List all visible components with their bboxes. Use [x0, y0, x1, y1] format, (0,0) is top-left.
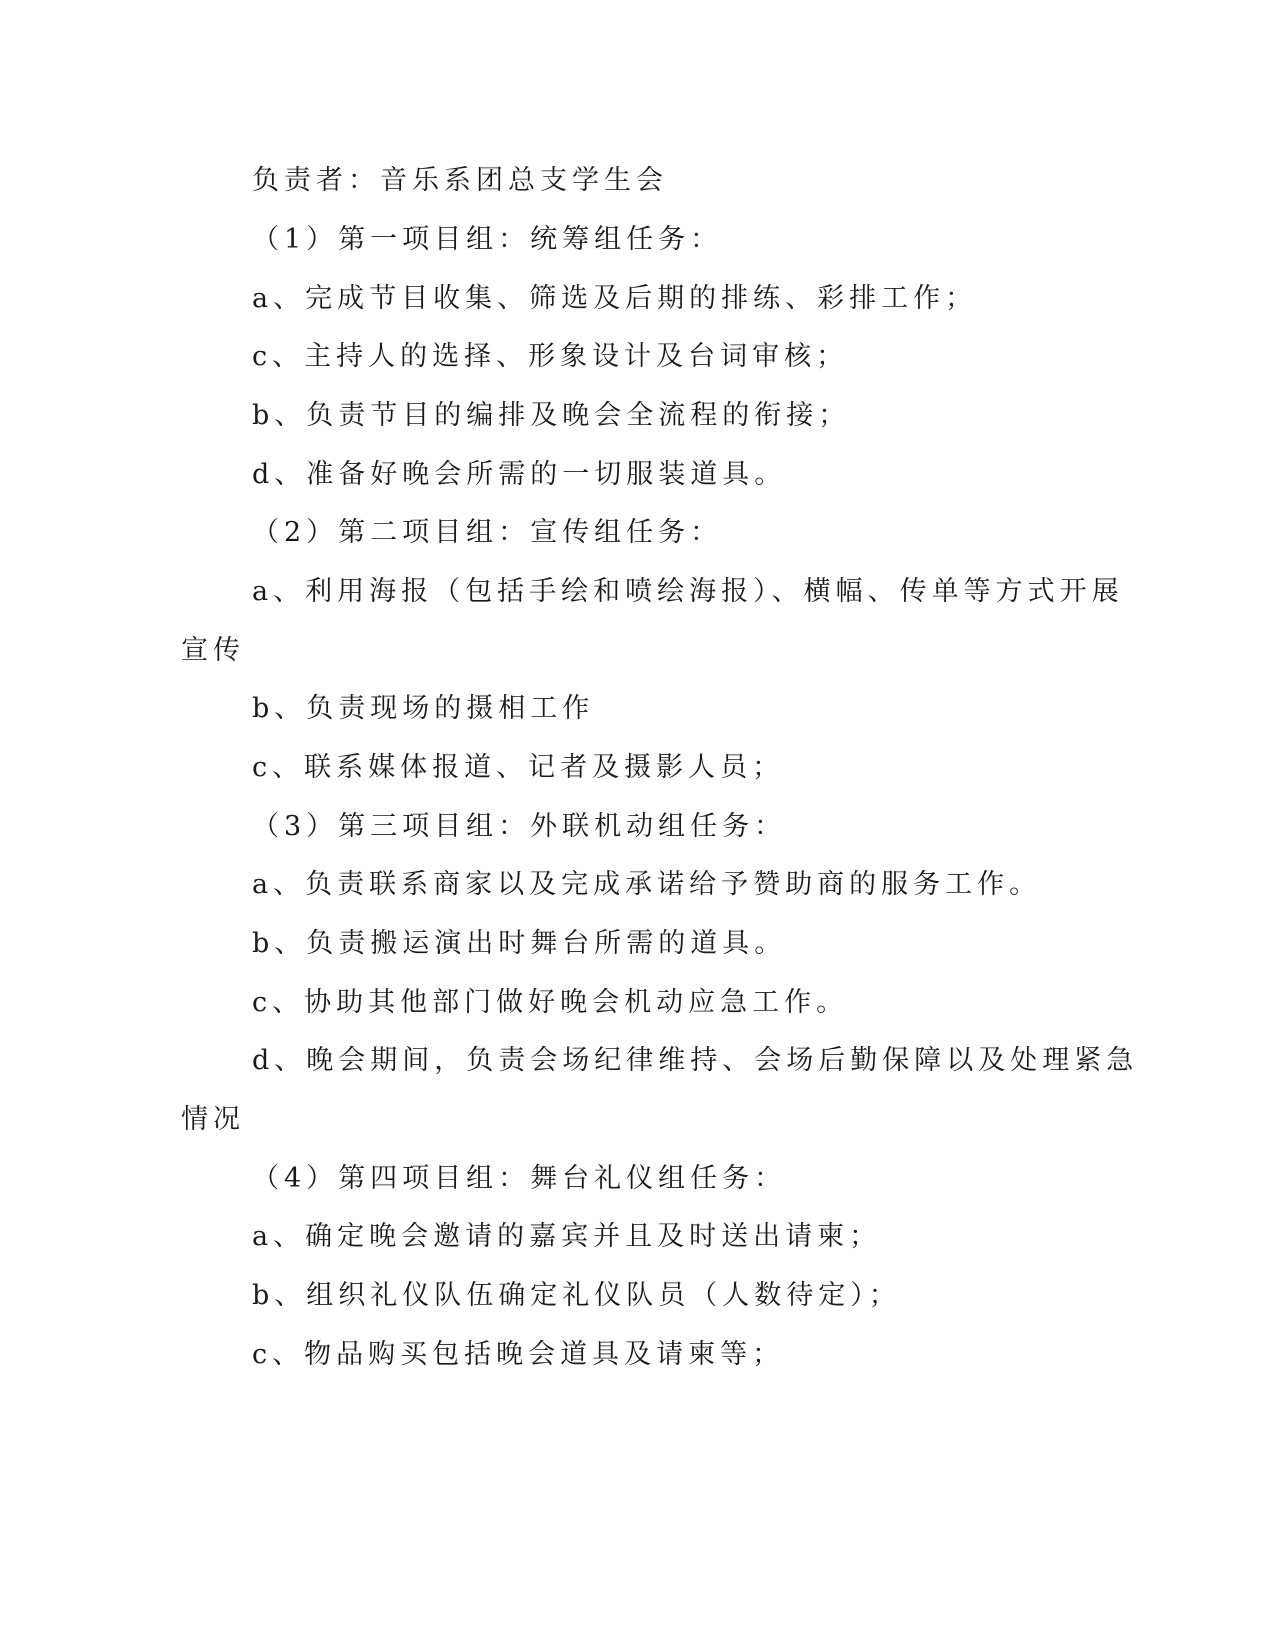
group-4-item-b: b、组织礼仪队伍确定礼仪队员（人数待定）； [252, 1280, 901, 1311]
group-3-item-d-continuation: 情况 [181, 1104, 245, 1135]
group-1-item-a: a、完成节目收集、筛选及后期的排练、彩排工作； [252, 283, 978, 314]
group-1-item-b: b、负责节目的编排及晚会全流程的衔接； [252, 400, 851, 431]
group-3-item-d: d、晚会期间，负责会场纪律维持、会场后勤保障以及处理紧急 [252, 1045, 1139, 1076]
group-2-item-a: a、利用海报（包括手绘和喷绘海报）、横幅、传单等方式开展 [252, 576, 1124, 607]
group-4-item-c: c、物品购买包括晚会道具及请柬等； [252, 1339, 785, 1370]
group-2-heading: （2）第二项目组：宣传组任务： [252, 517, 723, 548]
group-2-item-c: c、联系媒体报道、记者及摄影人员； [252, 752, 785, 783]
group-3-item-b: b、负责搬运演出时舞台所需的道具。 [252, 928, 787, 959]
group-1-item-c: c、主持人的选择、形象设计及台词审核； [252, 341, 849, 372]
group-3-item-a: a、负责联系商家以及完成承诺给予赞助商的服务工作。 [252, 869, 1042, 900]
group-2-item-a-continuation: 宣传 [181, 635, 245, 666]
group-1-heading: （1）第一项目组：统筹组任务： [252, 224, 723, 255]
group-3-heading: （3）第三项目组：外联机动组任务： [252, 811, 787, 842]
responsible-party: 负责者：音乐系团总支学生会 [252, 165, 668, 196]
group-2-item-b: b、负责现场的摄相工作 [252, 693, 595, 724]
group-4-item-a: a、确定晚会邀请的嘉宾并且及时送出请柬； [252, 1221, 882, 1252]
group-4-heading: （4）第四项目组：舞台礼仪组任务： [252, 1163, 787, 1194]
group-1-item-d: d、准备好晚会所需的一切服装道具。 [252, 459, 787, 490]
group-3-item-c: c、协助其他部门做好晚会机动应急工作。 [252, 987, 849, 1018]
